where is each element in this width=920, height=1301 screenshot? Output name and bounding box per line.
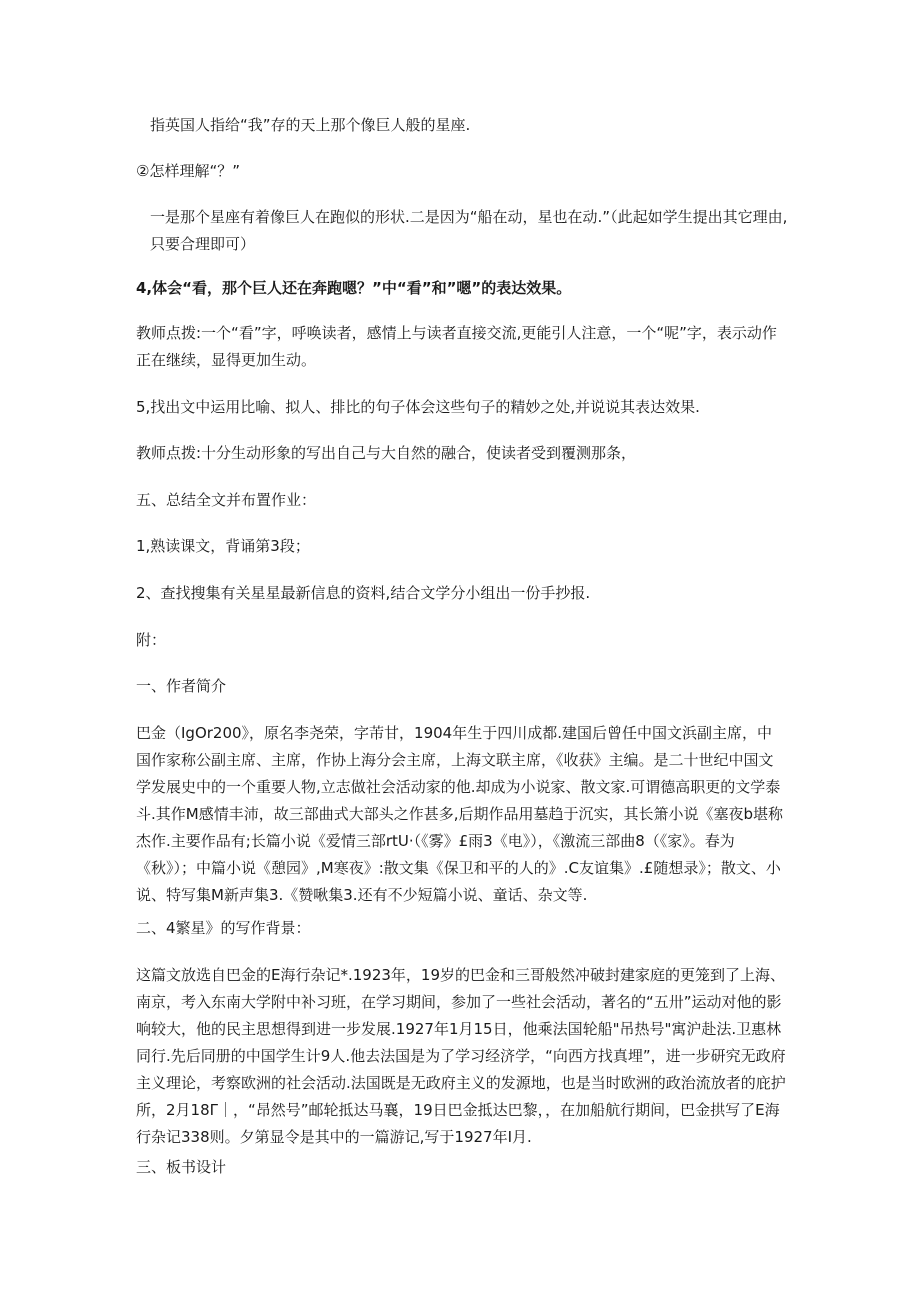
paragraph-question-5: 5,找出文中运用比喻、拟人、排比的句子体会这些句子的精妙之处,并说说其表达效果. <box>136 398 700 416</box>
appendix-label: 附： <box>136 631 167 649</box>
homework-item-2: 2、查找搜集有关星星最新信息的资料,结合文学分小组出一份手抄报. <box>136 584 591 602</box>
paragraph-teacher-tip-1: 教师点拨:一个“看”字，呼唤读者，感情上与读者直接交流,更能引人注意，一个“呢”字，表示动作正在继续，显得更加生动。 <box>136 324 777 369</box>
paragraph-teacher-tip-2: 教师点拨:十分生动形象的写出自己与大自然的融合，使读者受到覆测那条， <box>136 444 637 462</box>
section-heading-summary: 五、总结全文并布置作业： <box>136 491 317 509</box>
homework-item-1: 1,熟读课文，背诵第3段； <box>136 537 310 555</box>
section-heading-author: 一、作者简介 <box>136 677 227 695</box>
paragraph-star-constellation: 指英国人指给“我”存的天上那个像巨人般的星座. <box>150 116 471 134</box>
section-heading-background: 二、4繁星》的写作背景： <box>136 919 311 937</box>
paragraph-author-bio: 巴金（IgOr200》，原名李尧荣，字芾甘，1904年生于四川成都.建国后曾任中国文浜副主席，中国作家称公副主席、主席，作协上海分会主席，上海文联主席，《收获》主编。是二十世纪中国文学发展史中的一个重要人物,立志做社会活动家的他.却成为小说家、散文家.可谓德高职更的文学泰斗.其作M感情丰沛，故三部曲式大部头之作甚多,后期作品用墓趋于沉实，其长箫小说《塞夜b堪称杰作.主要作品有;长篇小说《爱情三部rtU·（《雾》£雨3《电》），《激流三部曲8（《家》。春为《秋》）；中篇小说《憩园》,M寒夜》:散文集《保卫和平的人的》.C友谊集》.£随想录》；散文、小说、特写集M新声集3.《赞啾集3.还有不少短篇小说、童话、杂文等. <box>136 724 784 904</box>
section-heading-board-design: 三、板书设计 <box>136 1158 227 1176</box>
paragraph-answer-2: 一是那个星座有着像巨人在跑似的形状.二是因为“船在动，星也在动.”（此起如学生提出其它理由,只要合理即可） <box>150 208 788 253</box>
paragraph-question-4: 4,体会“看，那个巨人还在奔跑嗯？”中“看”和”嗯”的表达效果。 <box>136 279 572 297</box>
paragraph-writing-background: 这篇文放选自巴金的E海行杂记*.1923年，19岁的巴金和三哥般然冲破封建家庭的更笼到了上海、南京，考入东南大学附中补习班，在学习期间，参加了一些社会活动，著名的“五卅”运动对他的影响较大，他的民主思想得到进一步发展.1927年1月15日，他乘法国轮船"吊热号"寓沪赴法.卫惠林同行.先后同册的中国学生计9人.他去法国是为了学习经济学，“向西方找真埋”，进一步研究无政府主义理论，考察欧洲的社会活动.法国既是无政府主义的发源地，也是当时欧洲的政治流放者的庇护所，2月18Γ｜，“昂然号”邮轮抵达马襄，19日巴金抵达巴黎，，在加船航行期间，巴金拱写了E海行杂记338则。夕第显令是其中的一篇游记,写于1927年I月. <box>136 966 786 1146</box>
paragraph-question-2: ②怎样理解“？” <box>136 162 240 180</box>
